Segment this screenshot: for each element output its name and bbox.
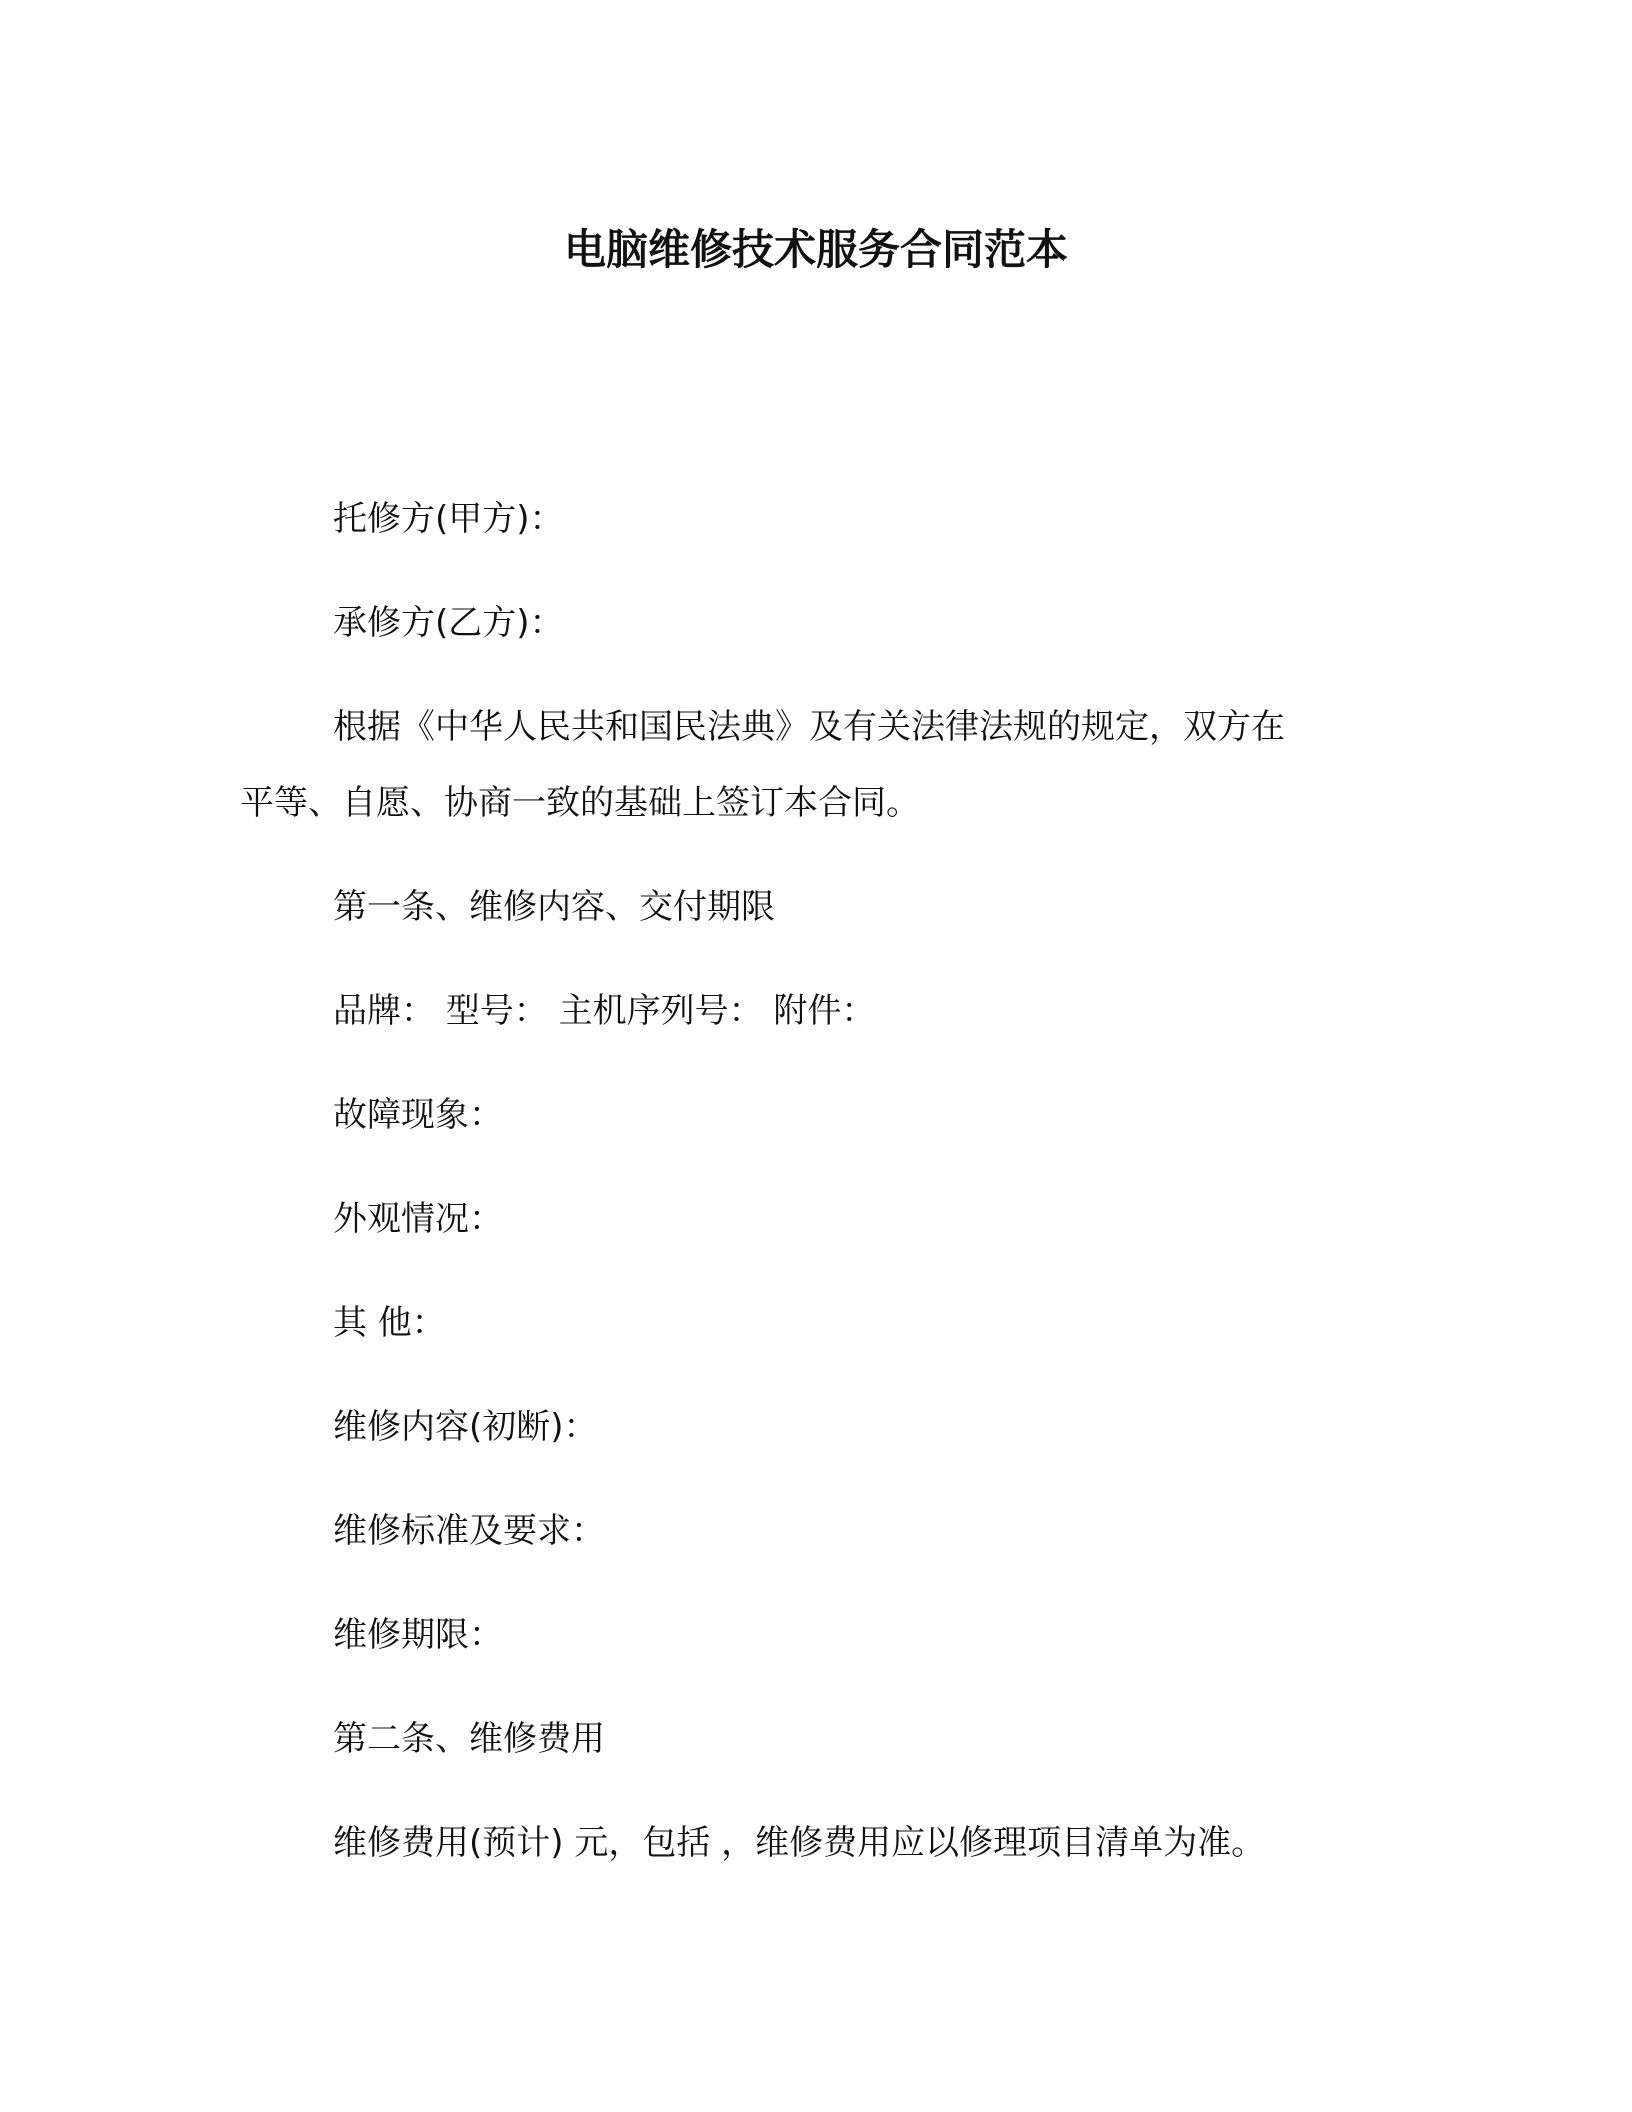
party-a-line: 托修方(甲方)： bbox=[333, 499, 564, 539]
appearance-line: 外观情况： bbox=[333, 1199, 503, 1239]
party-b-line: 承修方(乙方)： bbox=[333, 603, 564, 643]
repair-content-line: 维修内容(初断)： bbox=[333, 1407, 598, 1447]
article-2-heading: 第二条、维修费用 bbox=[333, 1719, 605, 1759]
preamble-line-2: 平等、自愿、协商一致的基础上签订本合同。 bbox=[240, 783, 920, 823]
document-title: 电脑维修技术服务合同范本 bbox=[563, 225, 1068, 274]
repair-period-line: 维修期限： bbox=[333, 1615, 503, 1655]
device-fields-line: 品牌： 型号： 主机序列号： 附件： bbox=[333, 991, 876, 1031]
repair-standard-line: 维修标准及要求： bbox=[333, 1511, 605, 1551]
article-1-heading: 第一条、维修内容、交付期限 bbox=[333, 887, 775, 927]
fee-line: 维修费用(预计) 元，包括 ，维修费用应以修理项目清单为准。 bbox=[333, 1823, 1266, 1863]
preamble-line-1: 根据《中华人民共和国民法典》及有关法律法规的规定，双方在 bbox=[333, 707, 1285, 747]
fault-line: 故障现象： bbox=[333, 1095, 503, 1135]
other-line: 其 他： bbox=[333, 1303, 446, 1343]
